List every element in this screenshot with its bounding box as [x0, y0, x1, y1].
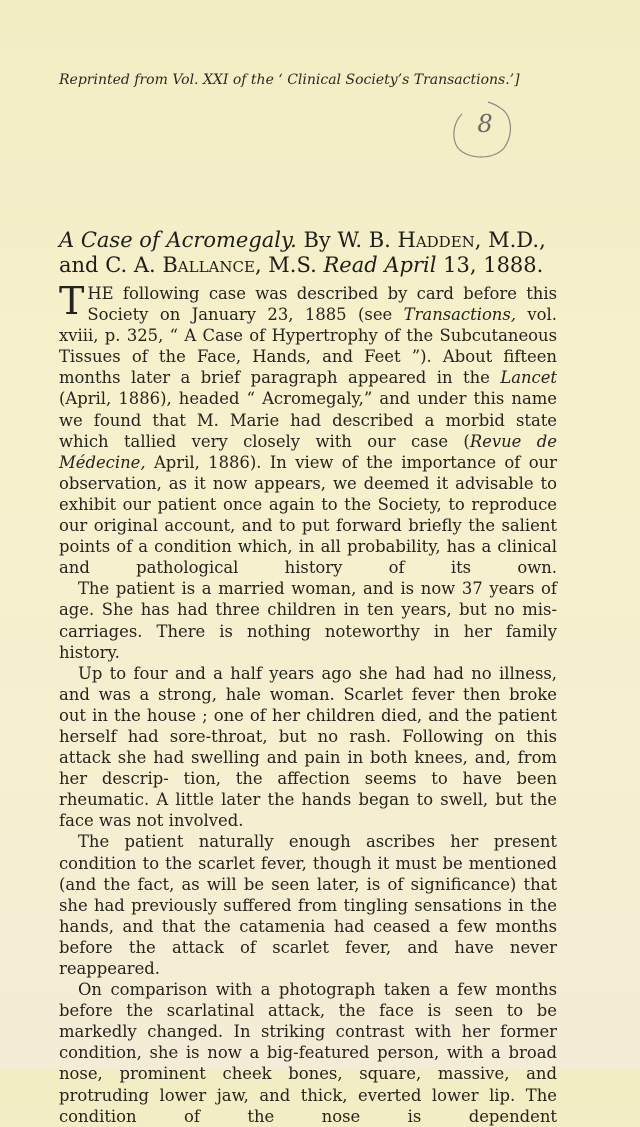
title-date: 13, 1888.: [443, 253, 544, 277]
paragraph-3: [59, 663, 557, 832]
article-body: [59, 279, 558, 1127]
text-line: “ A Case of Hypertrophy of the Subcutaneous Tissues of the: [59, 326, 557, 367]
text-line: had described a morbid state which tallied very closely with: [59, 410, 557, 451]
text-line: before the scarlatinal attack, the face is seen to be markedly: [59, 1001, 557, 1042]
text-line: changed. In striking contrast with her former condition, she: [59, 1022, 557, 1063]
text-line: that the catamenia had ceased a few months before the attack: [59, 916, 558, 957]
text-line: later the hands began to swell, but the face was not involved.: [59, 790, 557, 831]
paragraph-5: [59, 979, 557, 1127]
text-line: paragraph appeared in the: [250, 368, 490, 388]
text-line: age. She has had three children in ten years, but no mis-: [59, 600, 557, 620]
text-line: our case (: [367, 431, 470, 451]
text-line: (April, 1886), headed: [59, 389, 240, 409]
text-line: Revue de Médecine,: [59, 431, 557, 472]
text-line: cheek bones, square, massive, and protruding lower jaw, and: [59, 1064, 557, 1105]
text-line: importance of our observation, as it now appears, we deemed: [59, 452, 557, 493]
text-line: On comparison with a photograph taken a few months: [78, 980, 557, 1000]
text-line: Face, Hands, and Feet ”). About fifteen months later a brief: [59, 347, 557, 388]
text-line: to the scarlet fever, though it must be mentioned (and the: [59, 853, 558, 894]
title-author1: W. B. Hadden, M.D.,: [337, 228, 546, 252]
text-line: was a strong, hale woman. Scarlet fever then broke out in: [59, 684, 557, 725]
text-line: had swelling and pain in both knees, and, from her descrip-: [59, 748, 557, 789]
text-line: “ Acromegaly,” and under this name we found that M. Marie: [59, 389, 557, 430]
text-line: of scarlet fever, and have never reappeared.: [59, 937, 557, 978]
text-line: Up to four and a half years ago she had had no illness, and: [59, 663, 557, 704]
paragraph-2: [59, 578, 557, 662]
text-line: vol. xviii, p. 325,: [59, 305, 558, 346]
text-line: on January 23, 1885 (see: [159, 305, 393, 325]
paragraph-4: [59, 831, 557, 979]
title-read: Read April: [323, 253, 437, 277]
title-italic: A Case of Acromegaly.: [59, 228, 297, 252]
stamp-number: 8: [477, 110, 493, 138]
text-line: HE following case was described by card before this Society: [87, 284, 557, 325]
text-line: thick, everted lower lip. The condition of the nose is dependent: [59, 1085, 557, 1126]
text-line: April, 1886). In view of the: [153, 452, 393, 472]
text-line: fact, as will be seen later, is of significance) that she had: [59, 874, 557, 915]
reprint-note: Reprinted from Vol. XXI of the ‘ Clinical Society’s Transactions.’]: [59, 72, 520, 88]
title-author2: C. A. Ballance, M.S.: [105, 253, 317, 277]
title-by: By: [303, 228, 331, 252]
text-line: it advisable to exhibit our patient once again to the Society,: [59, 473, 557, 514]
paragraph-1: [59, 279, 558, 578]
text-line: previously suffered from tingling sensations in the hands, and: [59, 895, 557, 936]
text-line: The patient naturally enough ascribes her present condition: [59, 832, 557, 873]
text-line: Transactions,: [403, 305, 516, 325]
text-line: The patient is a married woman, and is now 37 years of: [78, 579, 557, 599]
text-line: the salient points of a condition which, in all probability, has: [59, 516, 557, 557]
text-line: to reproduce our original account, and to put forward briefly: [59, 494, 558, 536]
article-title: [59, 228, 591, 278]
title-and: and: [59, 253, 99, 277]
text-line: Lancet: [500, 368, 557, 388]
text-line: carriages. There is nothing noteworthy in her family history.: [59, 621, 557, 662]
page-stamp: [448, 100, 514, 160]
text-line: a clinical and pathological history of its own.: [59, 537, 558, 578]
text-line: is now a big-featured person, with a broad nose, prominent: [59, 1043, 557, 1084]
text-line: the house ; one of her children died, and the patient herself: [59, 705, 557, 746]
drop-cap: T: [59, 279, 85, 323]
text-line: had sore-throat, but no rash. Following on this attack she: [59, 726, 557, 768]
text-line: tion, the affection seems to have been rheumatic. A little: [59, 769, 557, 810]
